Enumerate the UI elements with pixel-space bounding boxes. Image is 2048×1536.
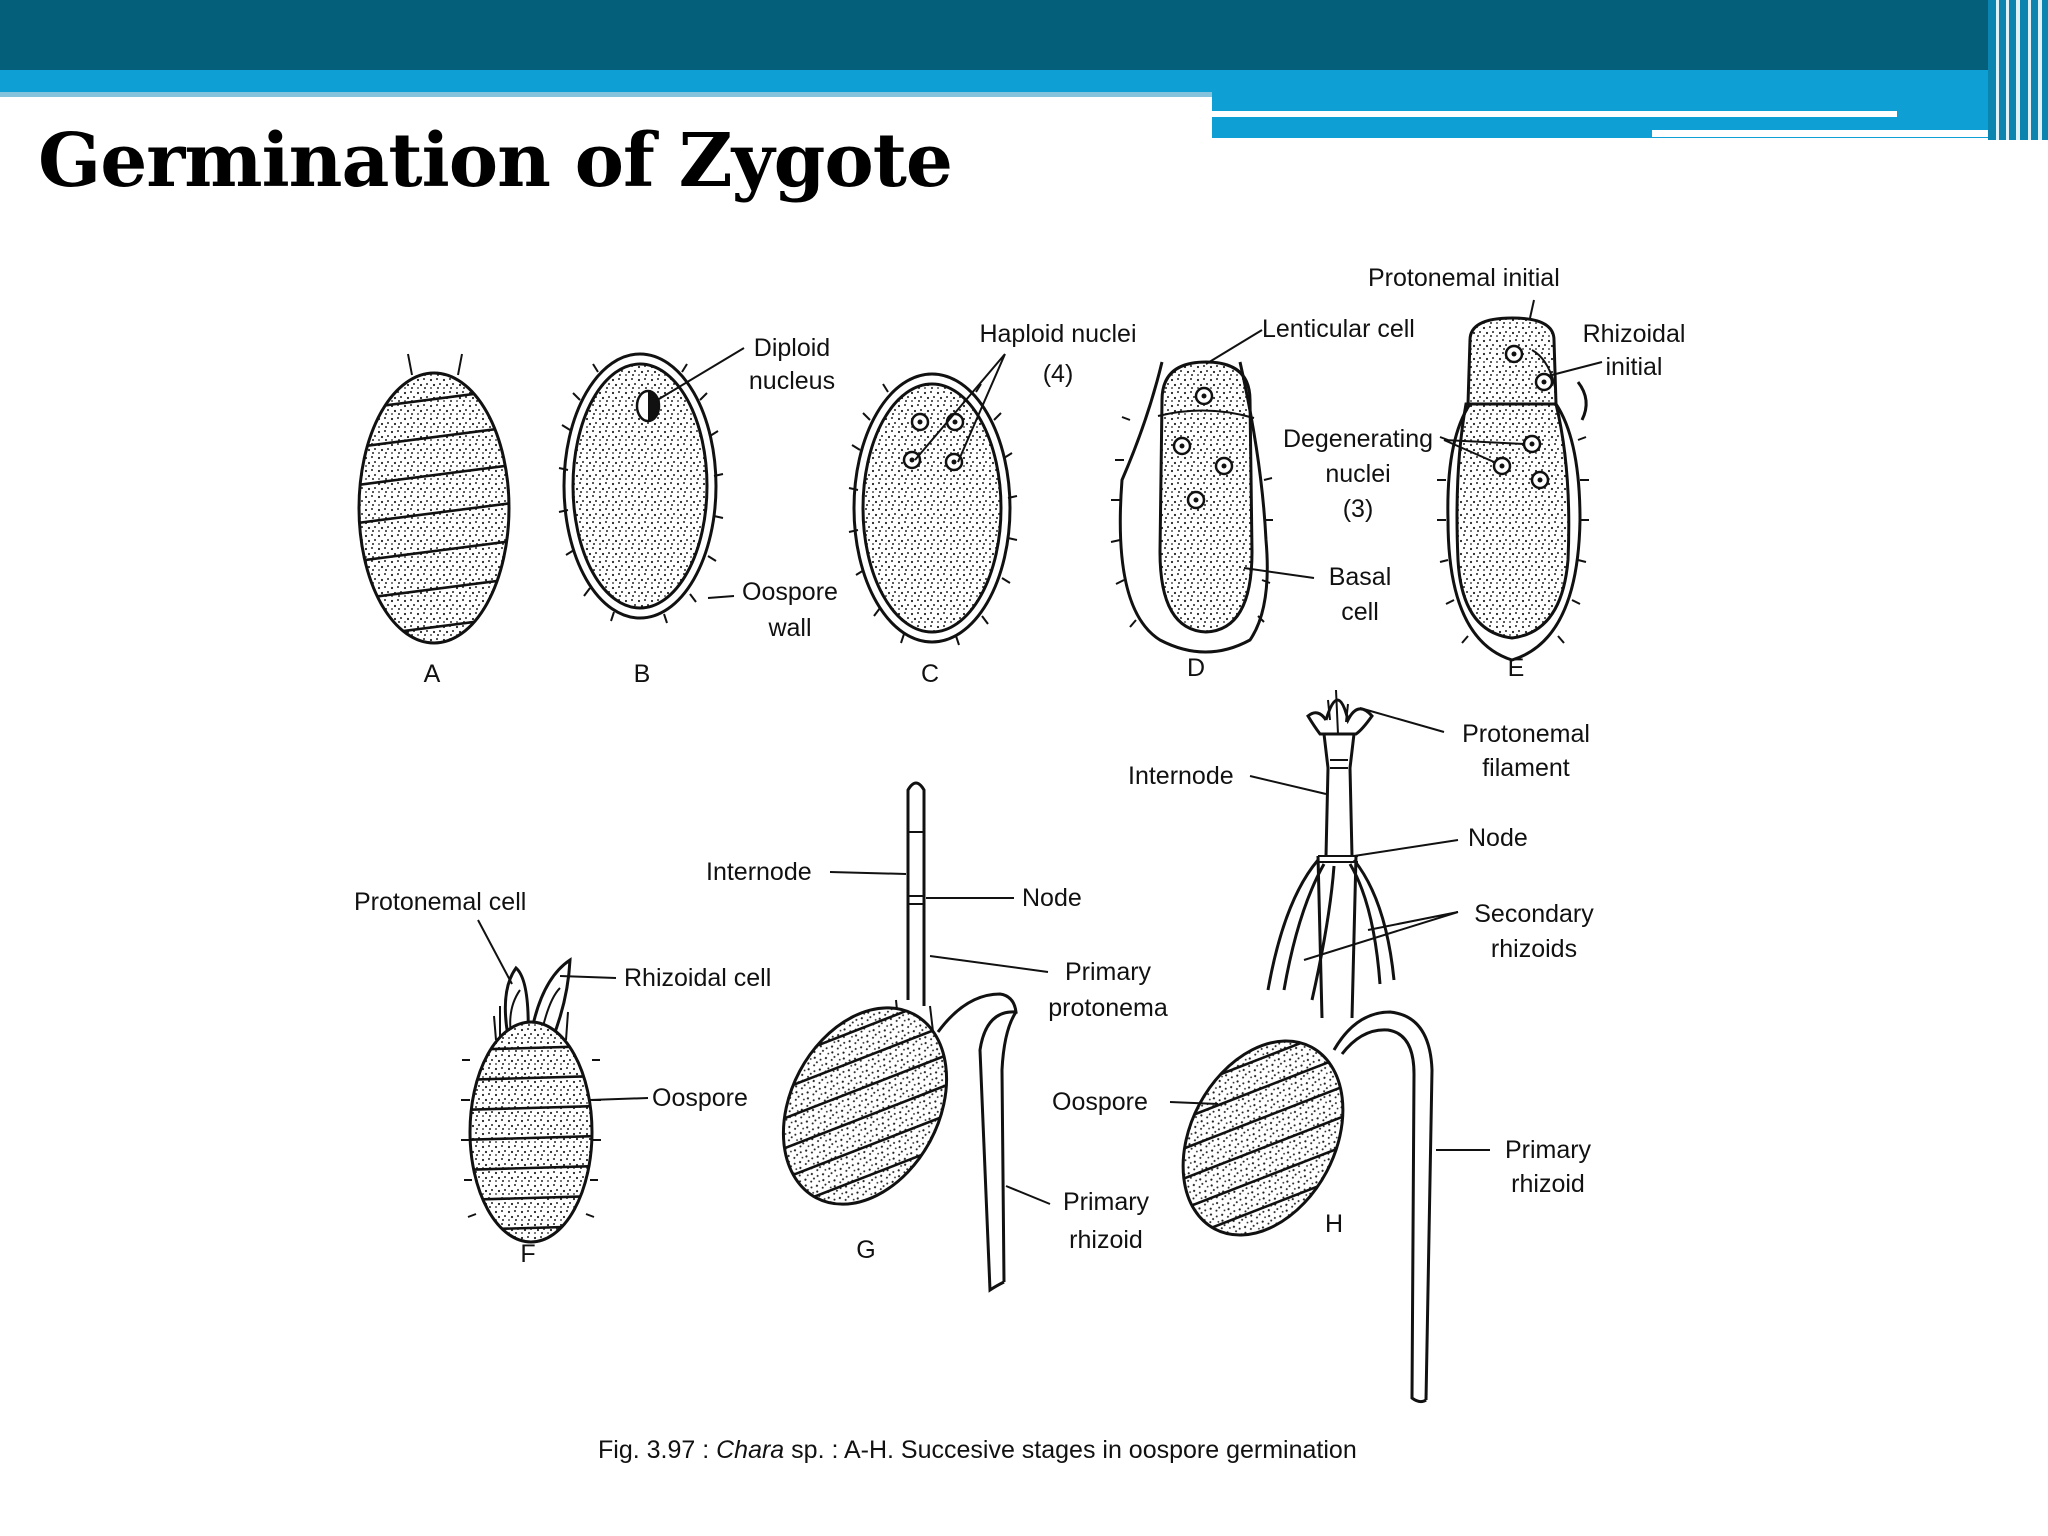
label-rhizoidal-initial: Rhizoidal initial [1582,320,1686,381]
stage-b-oospore [559,348,744,623]
label-protonemal-initial: Protonemal initial [1368,264,1560,292]
label-haploid-nuclei: Haploid nuclei (4) [979,320,1137,388]
label-primary-protonema: Primary protonema [1048,958,1168,1022]
stage-letter-c: C [920,660,940,688]
stage-letter-d: D [1186,654,1206,682]
label-protonemal-cell: Protonemal cell [354,888,527,916]
label-oospore-f: Oospore [652,1084,748,1112]
stage-c-oospore [849,354,1017,645]
figure-caption: Fig. 3.97 : Chara sp. : A-H. Succesive stages in oospore germination [598,1436,1357,1464]
stage-h-germinating-oospore [1151,690,1490,1402]
stage-a-oospore [350,354,520,643]
label-node-h: Node [1468,824,1528,852]
stage-letter-b: B [633,660,651,688]
label-node-g: Node [1022,884,1082,912]
stage-letter-f: F [520,1240,536,1268]
label-lenticular-cell: Lenticular cell [1262,315,1415,343]
label-primary-rhizoid-h: Primary rhizoid [1504,1136,1592,1198]
label-internode-h: Internode [1128,762,1234,790]
stage-letter-g: G [856,1236,876,1264]
label-secondary-rhizoids: Secondary rhizoids [1474,900,1594,963]
label-internode-g: Internode [706,858,812,886]
slide-title: Germination of Zygote [38,118,952,204]
stage-e-oospore [1437,300,1602,660]
label-oospore-h: Oospore [1052,1088,1148,1116]
stage-d-oospore [1111,330,1314,652]
protonemal-filament-tip [1308,690,1372,734]
label-oospore-wall: Oospore wall [742,578,838,642]
secondary-rhizoids [1268,860,1394,1000]
stage-letter-h: H [1324,1210,1344,1238]
label-rhizoidal-cell: Rhizoidal cell [624,964,772,992]
stage-f-germinating-oospore [460,920,648,1242]
label-degenerating-nuclei: Degenerating nuclei (3) [1282,425,1434,523]
label-diploid-nucleus: Diploid nucleus [748,334,836,395]
stage-letter-a: A [423,660,441,688]
label-primary-rhizoid-g: Primary rhizoid [1062,1188,1150,1254]
stage-letter-e: E [1507,654,1525,682]
label-protonemal-filament: Protonemal filament [1462,720,1590,782]
label-basal-cell: Basal cell [1328,563,1392,626]
